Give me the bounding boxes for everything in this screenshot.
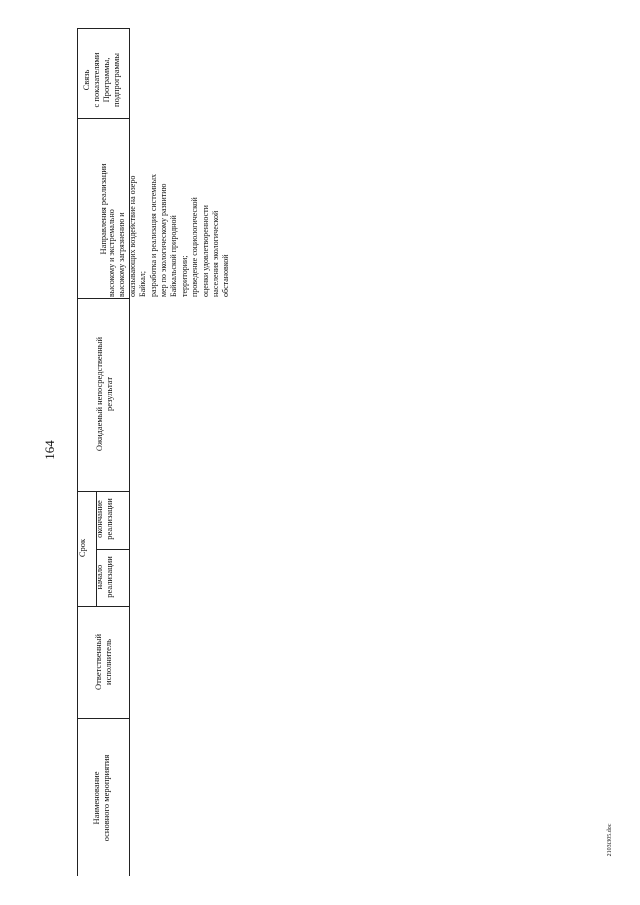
header-term-end-line1: окончание (94, 500, 104, 538)
directions-line: Байкал; (138, 270, 148, 297)
table-border-top (77, 28, 130, 29)
directions-line: высокому и экстремально (107, 209, 116, 297)
header-activity-name (91, 738, 115, 858)
directions-line: оказывающих воздействие на озеро (127, 175, 137, 297)
directions-line: населения экологической (211, 210, 221, 297)
header-result-line2: результат (104, 376, 114, 412)
footer-document-id: 2103i305.doc (607, 823, 613, 857)
header-term-start-line1: начало (94, 564, 104, 590)
directions-line: оценки удовлетворенности (200, 205, 210, 297)
header-name-line1: Наименование (91, 771, 101, 825)
directions-line: мер по экологическому развитию (159, 183, 169, 297)
header-responsible-line1: Ответственный (93, 634, 103, 690)
table-left-border (77, 28, 78, 876)
header-directions: Направления реализации (98, 163, 108, 255)
header-responsible-line2: исполнитель (103, 639, 113, 685)
directions-line: высокому загрязнению и (117, 212, 127, 297)
header-divider-responsible-name (77, 718, 130, 719)
header-result-line1: Ожидаемый непосредственный (94, 336, 104, 452)
header-term-end (94, 492, 116, 546)
header-divider-term-responsible (77, 606, 130, 607)
page-number: 164 (42, 440, 57, 460)
header-expected-result (94, 324, 118, 464)
directions-line: территории; (179, 255, 189, 297)
directions-cell-text (107, 137, 233, 297)
header-link-line4: подпрограммы (111, 53, 121, 107)
header-link-indicators (81, 35, 125, 125)
header-responsible (93, 617, 117, 707)
header-term-end-line2: реализации (104, 498, 114, 540)
header-link-line3: Программы, (101, 57, 111, 103)
header-name-line2: основного мероприятия (101, 754, 111, 842)
header-link-line1: Связь (81, 69, 91, 91)
header-term-start-line2: реализации (104, 556, 114, 598)
header-divider-directions-result (77, 298, 130, 299)
directions-line: обстановкой (221, 254, 231, 297)
directions-line: проведение социологической (190, 197, 200, 297)
header-term-start (94, 550, 116, 604)
directions-line: разработка и реализация системных (148, 174, 158, 297)
directions-line: Байкальской природной (169, 215, 179, 297)
header-term: Срок (77, 538, 87, 558)
header-link-line2: с показателями (91, 52, 101, 108)
